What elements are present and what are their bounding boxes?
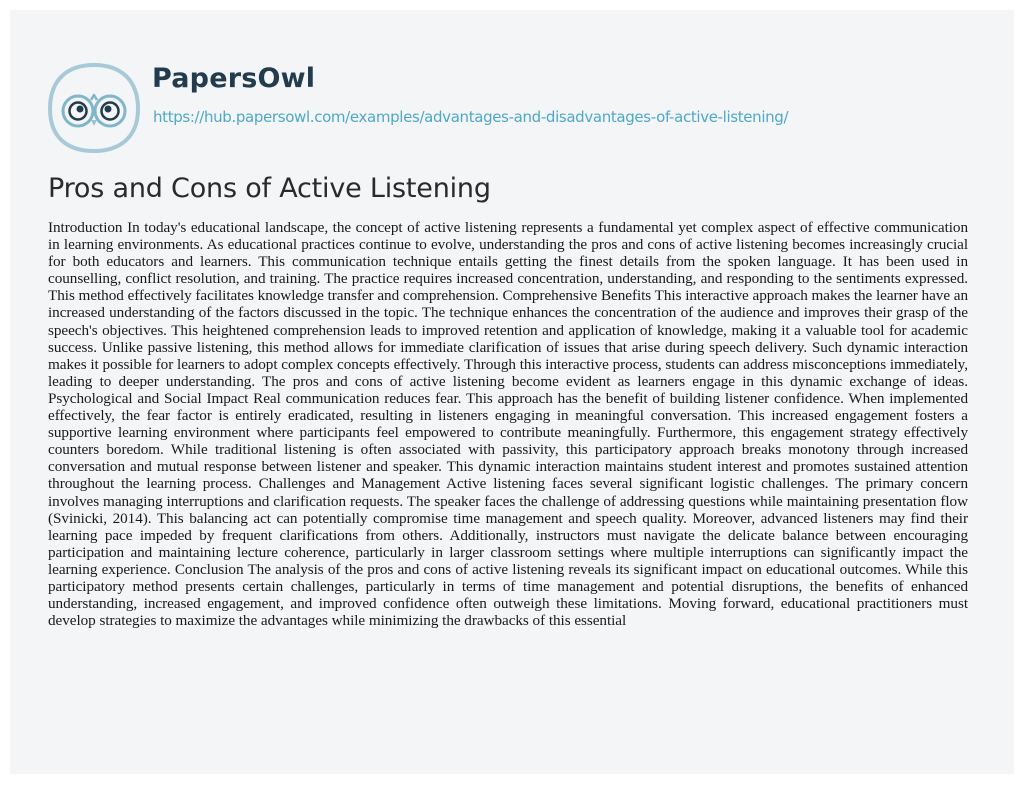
- page-title: Pros and Cons of Active Listening: [48, 173, 491, 204]
- article-body: Introduction In today's educational landscape, the concept of active listening represents a fundamental yet complex aspect of effective communication in learning environments. As educational practices continue to evolve, understanding the pros and cons of active listening becomes increasingly crucial for both educators and learners. This communication technique entails getting the finest details from the spoken language. It has been used in counselling, conflict resolution, and training. The practice requires increased concentration, understanding, and responding to the sentiments expressed. This method effectively facilitates knowledge transfer and comprehension. Comprehensive Benefits This interactive approach makes the learner have an increased understanding of the factors discussed in the topic. The technique enhances the concentration of the audience and improves their grasp of the speech's objectives. This heightened comprehension leads to improved retention and application of knowledge, making it a valuable tool for academic success. Unlike passive listening, this method allows for immediate clarification of issues that arise during speech delivery. Such dynamic interaction makes it possible for learners to adopt complex concepts effectively. Through this interactive process, students can address misconceptions immediately, leading to deeper understanding. The pros and cons of active listening become evident as learners engage in this dynamic exchange of ideas. Psychological and Social Impact Real communication reduces fear. This approach has the benefit of building listener confidence. When implemented effectively, the fear factor is entirely eradicated, resulting in listeners engaging in meaningful conversation. This increased engagement fosters a supportive learning environment where participants feel empowered to contribute meaningfully. Furthermore, this engagement strategy effectively counters boredom. While traditional listening is often associated with passivity, this participatory approach breaks monotony through increased conversation and mutual response between listener and speaker. This dynamic interaction maintains student interest and promotes sustained attention throughout the learning process. Challenges and Management Active listening faces several significant logistic challenges. The primary concern involves managing interruptions and clarification requests. The speaker faces the challenge of addressing questions while maintaining presentation flow (Svinicki, 2014). This balancing act can potentially compromise time management and speech quality. Moreover, advanced listeners may find their learning pace impeded by frequent clarifications from others. Additionally, instructors must navigate the delicate balance between encouraging participation and maintaining lecture coherence, particularly in larger classroom settings where multiple interruptions can significantly impact the learning experience. Conclusion The analysis of the pros and cons of active listening reveals its significant impact on educational outcomes. While this participatory method presents certain challenges, particularly in terms of time management and potential disruptions, the benefits of enhanced understanding, increased engagement, and improved confidence often outweigh these limitations. Moving forward, educational practitioners must develop strategies to maximize the advantages while minimizing the drawbacks of this essential: [48, 219, 968, 630]
- brand-name: PapersOwl: [152, 63, 316, 94]
- source-url-link[interactable]: https://hub.papersowl.com/examples/advantages-and-disadvantages-of-active-listening/: [153, 108, 789, 126]
- owl-eyes-icon: [47, 62, 141, 154]
